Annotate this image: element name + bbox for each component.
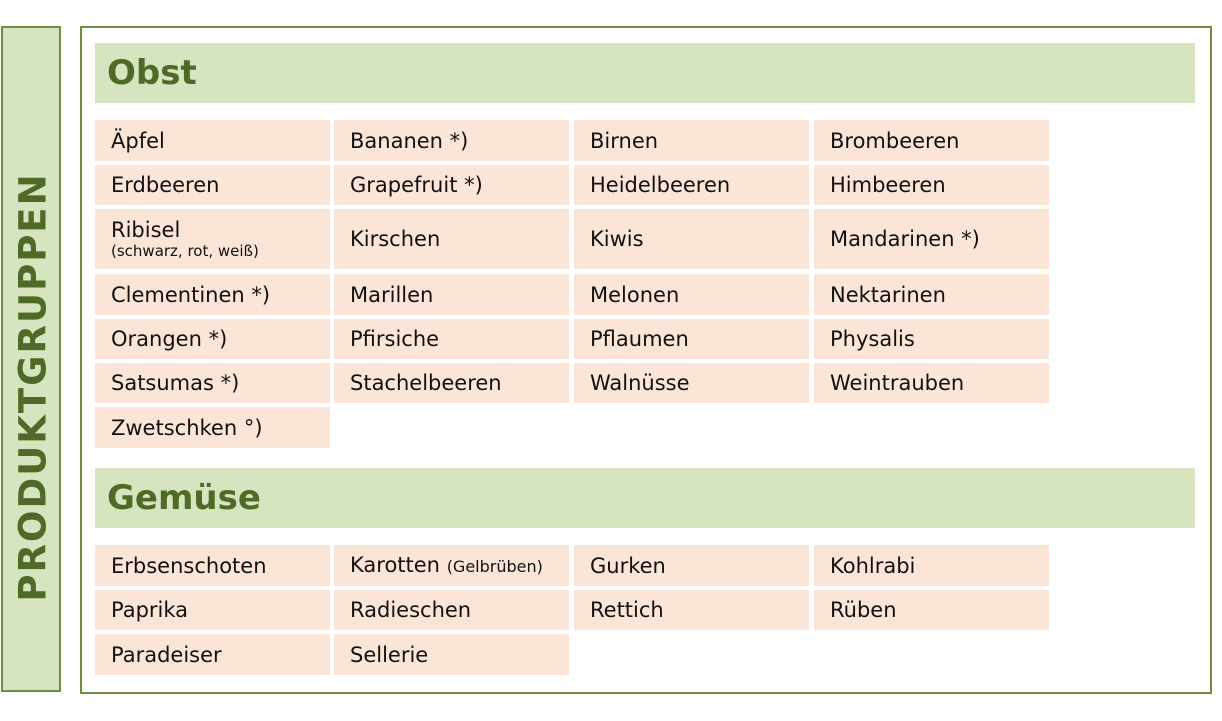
product-name: Satsumas *) (111, 371, 240, 395)
product-name: Mandarinen *) (830, 227, 980, 251)
group-header-obst (95, 43, 1195, 103)
product-cell (574, 363, 809, 403)
product-cell (574, 120, 809, 161)
product-name: Paprika (111, 598, 189, 622)
side-label: PRODUKTGRUPPEN (11, 172, 55, 602)
product-name: Äpfel (111, 128, 165, 153)
product-name: Paradeiser (111, 642, 222, 667)
product-cell (95, 274, 330, 315)
product-cell (814, 545, 1049, 586)
product-cell (574, 545, 809, 586)
side-panel (1, 26, 61, 692)
product-cell (334, 319, 569, 359)
product-name: Pflaumen (590, 327, 689, 351)
product-name: Karotten (350, 552, 440, 577)
product-name: Pfirsiche (350, 327, 440, 351)
product-cell (334, 274, 569, 315)
product-name: Himbeeren (830, 173, 946, 197)
product-name: Gurken (590, 553, 666, 578)
product-name: Rüben (830, 598, 897, 622)
group-title: Obst (107, 53, 197, 93)
product-cell (814, 120, 1049, 161)
product-cell (574, 209, 809, 269)
product-name: Sellerie (350, 642, 429, 667)
product-cell (574, 274, 809, 315)
product-note: (schwarz, rot, weiß) (111, 242, 259, 260)
product-name: Birnen (590, 128, 659, 153)
product-cell (334, 545, 569, 586)
product-cell (814, 165, 1049, 205)
product-name: Orangen *) (111, 327, 228, 351)
product-cell (814, 319, 1049, 359)
product-cell (95, 545, 330, 586)
product-name: Zwetschken °) (111, 415, 263, 440)
product-cell (334, 363, 569, 403)
product-cell (814, 209, 1049, 269)
product-cell (334, 590, 569, 630)
product-cell (334, 165, 569, 205)
product-cell (574, 319, 809, 359)
product-name: Weintrauben (830, 371, 965, 395)
product-cell (814, 590, 1049, 630)
product-cell (334, 120, 569, 161)
product-cell (95, 120, 330, 161)
product-cell (814, 363, 1049, 403)
product-name: Melonen (590, 282, 680, 307)
product-name: Clementinen *) (111, 282, 271, 307)
product-cell (95, 590, 330, 630)
product-cell (95, 407, 330, 448)
product-name: Heidelbeeren (590, 173, 731, 197)
product-name-wrap (350, 553, 569, 579)
product-name: Erbsenschoten (111, 553, 267, 578)
product-cell (95, 165, 330, 205)
product-name: Erdbeeren (111, 173, 220, 197)
product-cell (95, 634, 330, 675)
product-name: Rettich (590, 598, 664, 622)
group-header-gemuese (95, 468, 1195, 528)
product-cell (334, 634, 569, 675)
product-name: Marillen (350, 282, 434, 307)
product-cell (334, 209, 569, 269)
product-cell (95, 209, 330, 269)
group-title: Gemüse (107, 478, 261, 518)
product-name: Stachelbeeren (350, 371, 502, 395)
product-cell (95, 319, 330, 359)
product-name: Grapefruit *) (350, 173, 483, 197)
product-name: Bananen *) (350, 128, 469, 153)
product-name: Kirschen (350, 227, 441, 251)
product-note: (Gelbrüben) (446, 556, 543, 576)
product-cell (95, 363, 330, 403)
product-name: Brombeeren (830, 128, 960, 153)
product-name: Radieschen (350, 598, 472, 622)
product-cell (814, 274, 1049, 315)
product-name: Kiwis (590, 227, 644, 251)
product-name: Walnüsse (590, 371, 690, 395)
product-name: Nektarinen (830, 282, 946, 307)
product-name: Physalis (830, 327, 915, 351)
product-name: Kohlrabi (830, 553, 916, 578)
product-cell (574, 165, 809, 205)
product-name: Ribisel (111, 218, 181, 242)
product-cell (574, 590, 809, 630)
